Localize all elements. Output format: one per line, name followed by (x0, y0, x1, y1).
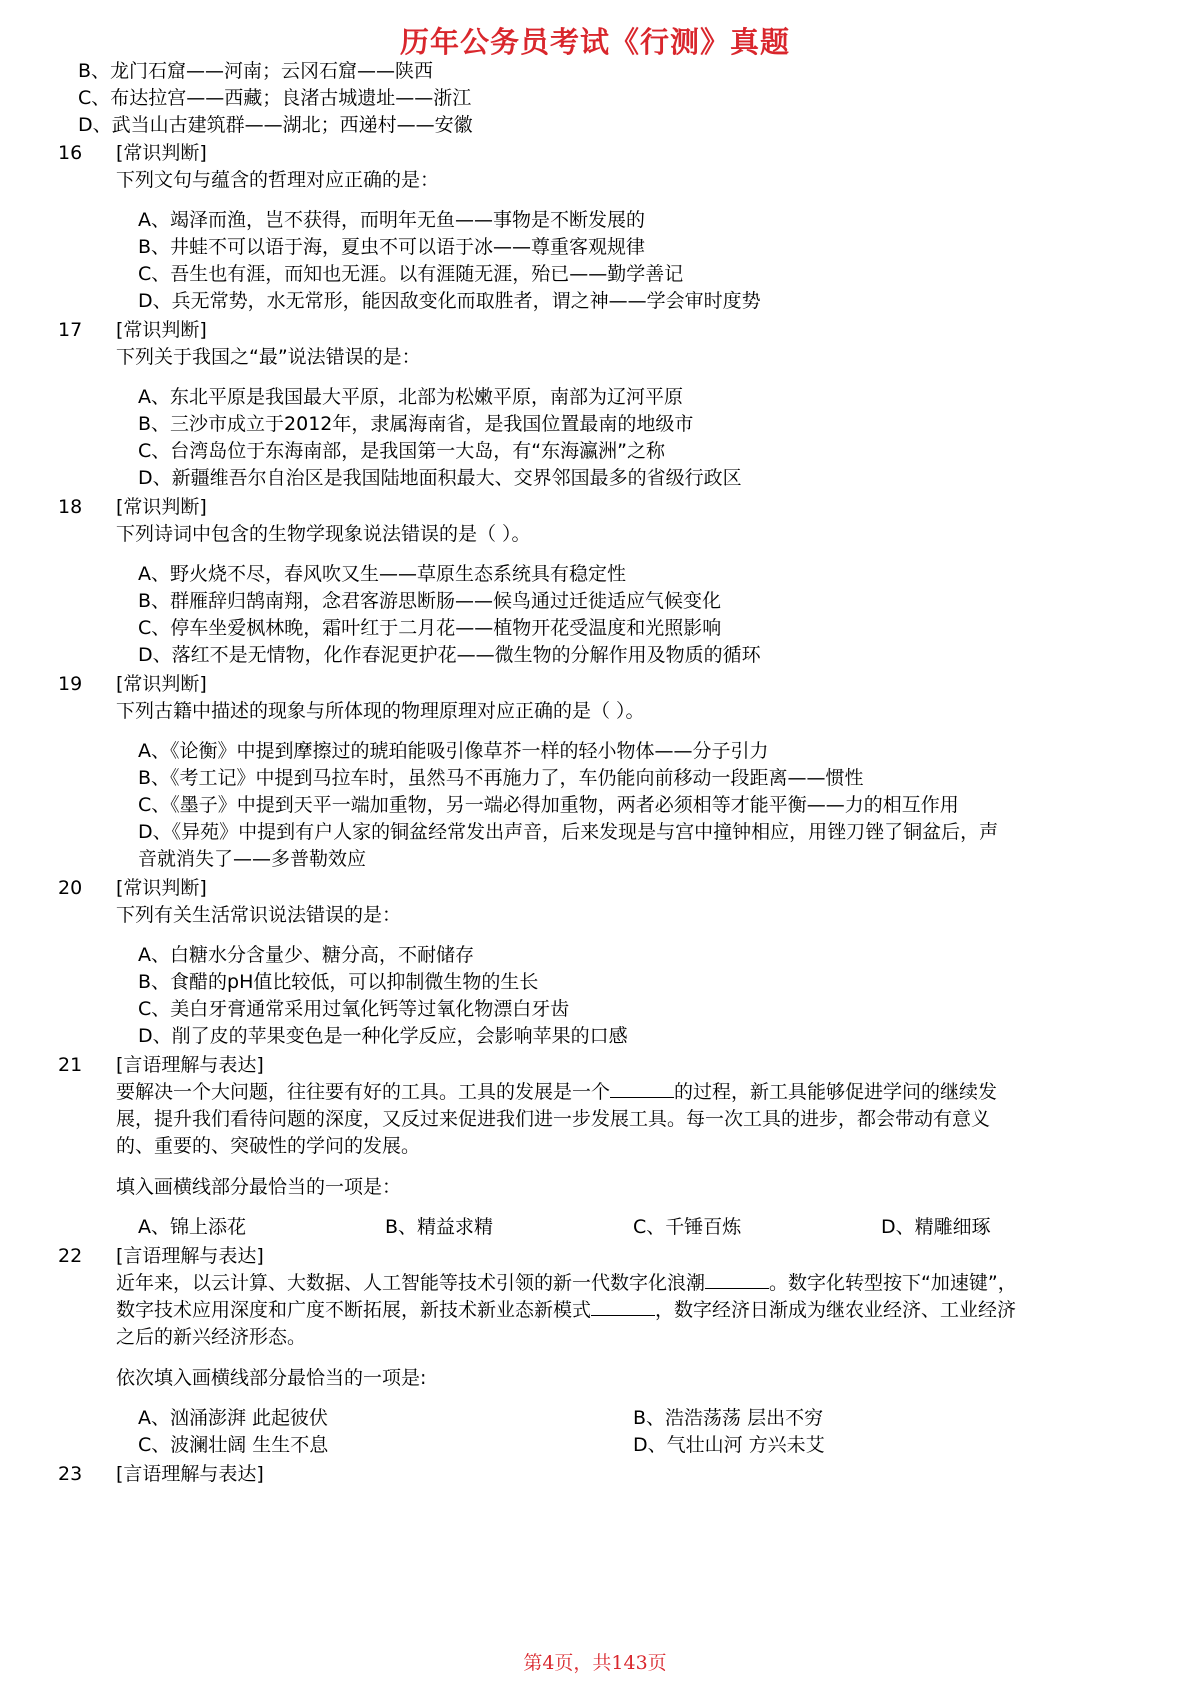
q21-stem-line-1 (116, 1079, 997, 1105)
q15-option-d: D、武当山古建筑群——湖北；西递村——安徽 (78, 114, 473, 136)
q20-option-c: C、美白牙膏通常采用过氧化钙等过氧化物漂白牙齿 (138, 998, 570, 1020)
q23-category: [言语理解与表达] (116, 1463, 264, 1485)
q19-stem: 下列古籍中描述的现象与所体现的物理原理对应正确的是（ ）。 (116, 700, 645, 722)
q22-option-c: C、波澜壮阔 生生不息 (138, 1434, 329, 1456)
q20-option-a: A、白糖水分含量少、糖分高，不耐储存 (138, 944, 474, 966)
q18-option-d: D、落红不是无情物，化作春泥更护花——微生物的分解作用及物质的循环 (138, 644, 761, 666)
q21-blank (610, 1079, 674, 1098)
q22-stem-part-1: 近年来，以云计算、大数据、人工智能等技术引领的新一代数字化浪潮 (116, 1272, 706, 1294)
q17-option-c: C、台湾岛位于东海南部，是我国第一大岛，有“东海瀛洲”之称 (138, 440, 665, 462)
q23-number: 23 (58, 1463, 83, 1485)
q22-option-d: D、气壮山河 方兴未艾 (633, 1434, 825, 1456)
q20-option-d: D、削了皮的苹果变色是一种化学反应，会影响苹果的口感 (138, 1025, 628, 1047)
q22-blank-2 (591, 1297, 655, 1316)
q22-stem-line-1 (116, 1270, 1017, 1296)
q17-number: 17 (58, 319, 83, 341)
q22-stem-part-4: ，数字经济日渐成为继农业经济、工业经济 (655, 1299, 1017, 1321)
q16-category: [常识判断] (116, 142, 207, 164)
q16-option-c: C、吾生也有涯，而知也无涯。以有涯随无涯，殆已——勤学善记 (138, 263, 684, 285)
q17-option-a: A、东北平原是我国最大平原，北部为松嫩平原，南部为辽河平原 (138, 386, 683, 408)
q20-stem: 下列有关生活常识说法错误的是： (116, 904, 402, 926)
q22-option-a: A、汹涌澎湃 此起彼伏 (138, 1407, 329, 1429)
q18-option-c: C、停车坐爱枫林晚，霜叶红于二月花——植物开花受温度和光照影响 (138, 617, 722, 639)
q19-option-d-cont: 音就消失了——多普勒效应 (138, 848, 367, 870)
q17-option-d: D、新疆维吾尔自治区是我国陆地面积最大、交界邻国最多的省级行政区 (138, 467, 742, 489)
q22-prompt: 依次填入画横线部分最恰当的一项是: (116, 1367, 427, 1389)
q21-stem-part-1: 要解决一个大问题，往往要有好的工具。工具的发展是一个 (116, 1081, 611, 1103)
q21-stem-line-3: 的、重要的、突破性的学问的发展。 (116, 1135, 421, 1157)
q22-stem-line-3: 之后的新兴经济形态。 (116, 1326, 307, 1348)
q18-category: [常识判断] (116, 496, 207, 518)
q19-option-b: B、《考工记》中提到马拉车时，虽然马不再施力了，车仍能向前移动一段距离——惯性 (138, 767, 864, 789)
q21-stem-line-2: 展，提升我们看待问题的深度，又反过来促进我们进一步发展工具。每一次工具的进步，都会带动有意义 (116, 1108, 991, 1130)
q19-number: 19 (58, 673, 83, 695)
q17-stem: 下列关于我国之“最”说法错误的是： (116, 346, 421, 368)
q19-option-d: D、《异苑》中提到有户人家的铜盆经常发出声音，后来发现是与宫中撞钟相应，用锉刀锉了铜盆后，声 (138, 821, 999, 843)
q19-category: [常识判断] (116, 673, 207, 695)
q21-number: 21 (58, 1054, 83, 1076)
q16-option-d: D、兵无常势，水无常形，能因敌变化而取胜者，谓之神——学会审时度势 (138, 290, 761, 312)
q22-category: [言语理解与表达] (116, 1245, 264, 1267)
q22-number: 22 (58, 1245, 83, 1267)
q16-stem: 下列文句与蕴含的哲理对应正确的是： (116, 169, 440, 191)
q20-category: [常识判断] (116, 877, 207, 899)
q18-option-a: A、野火烧不尽，春风吹又生——草原生态系统具有稳定性 (138, 563, 626, 585)
q20-number: 20 (58, 877, 83, 899)
q22-blank-1 (705, 1270, 769, 1289)
q21-option-b: B、精益求精 (385, 1216, 494, 1238)
q22-option-b: B、浩浩荡荡 层出不穷 (633, 1407, 824, 1429)
q22-stem-part-3: 数字技术应用深度和广度不断拓展，新技术新业态新模式 (116, 1299, 592, 1321)
q19-option-c: C、《墨子》中提到天平一端加重物，另一端必得加重物，两者必须相等才能平衡——力的相互作用 (138, 794, 959, 816)
page-footer: 第4页，共143页 (523, 1652, 667, 1674)
q18-number: 18 (58, 496, 83, 518)
q22-stem-line-2 (116, 1297, 1016, 1323)
q21-prompt: 填入画横线部分最恰当的一项是： (116, 1176, 402, 1198)
q19-option-a: A、《论衡》中提到摩擦过的琥珀能吸引像草芥一样的轻小物体——分子引力 (138, 740, 769, 762)
q15-option-c: C、布达拉宫——西藏；良渚古城遗址——浙江 (78, 87, 472, 109)
q20-option-b: B、食醋的pH值比较低，可以抑制微生物的生长 (138, 971, 539, 993)
q18-option-b: B、群雁辞归鹄南翔，念君客游思断肠——候鸟通过迁徙适应气候变化 (138, 590, 722, 612)
q16-option-a: A、竭泽而渔，岂不获得，而明年无鱼——事物是不断发展的 (138, 209, 645, 231)
q21-stem-part-2: 的过程，新工具能够促进学问的继续发 (674, 1081, 998, 1103)
q17-category: [常识判断] (116, 319, 207, 341)
q17-option-b: B、三沙市成立于2012年，隶属海南省，是我国位置最南的地级市 (138, 413, 694, 435)
q22-stem-part-2: 。数字化转型按下“加速键”， (769, 1272, 1017, 1294)
q16-option-b: B、井蛙不可以语于海，夏虫不可以语于冰——尊重客观规律 (138, 236, 646, 258)
q21-option-c: C、千锤百炼 (633, 1216, 742, 1238)
q16-number: 16 (58, 142, 83, 164)
q21-option-a: A、锦上添花 (138, 1216, 246, 1238)
q18-stem: 下列诗词中包含的生物学现象说法错误的是（ ）。 (116, 523, 531, 545)
page-title: 历年公务员考试《行测》真题 (399, 25, 790, 59)
q15-option-b: B、龙门石窟——河南；云冈石窟——陕西 (78, 60, 434, 82)
q21-option-d: D、精雕细琢 (881, 1216, 991, 1238)
q21-category: [言语理解与表达] (116, 1054, 264, 1076)
